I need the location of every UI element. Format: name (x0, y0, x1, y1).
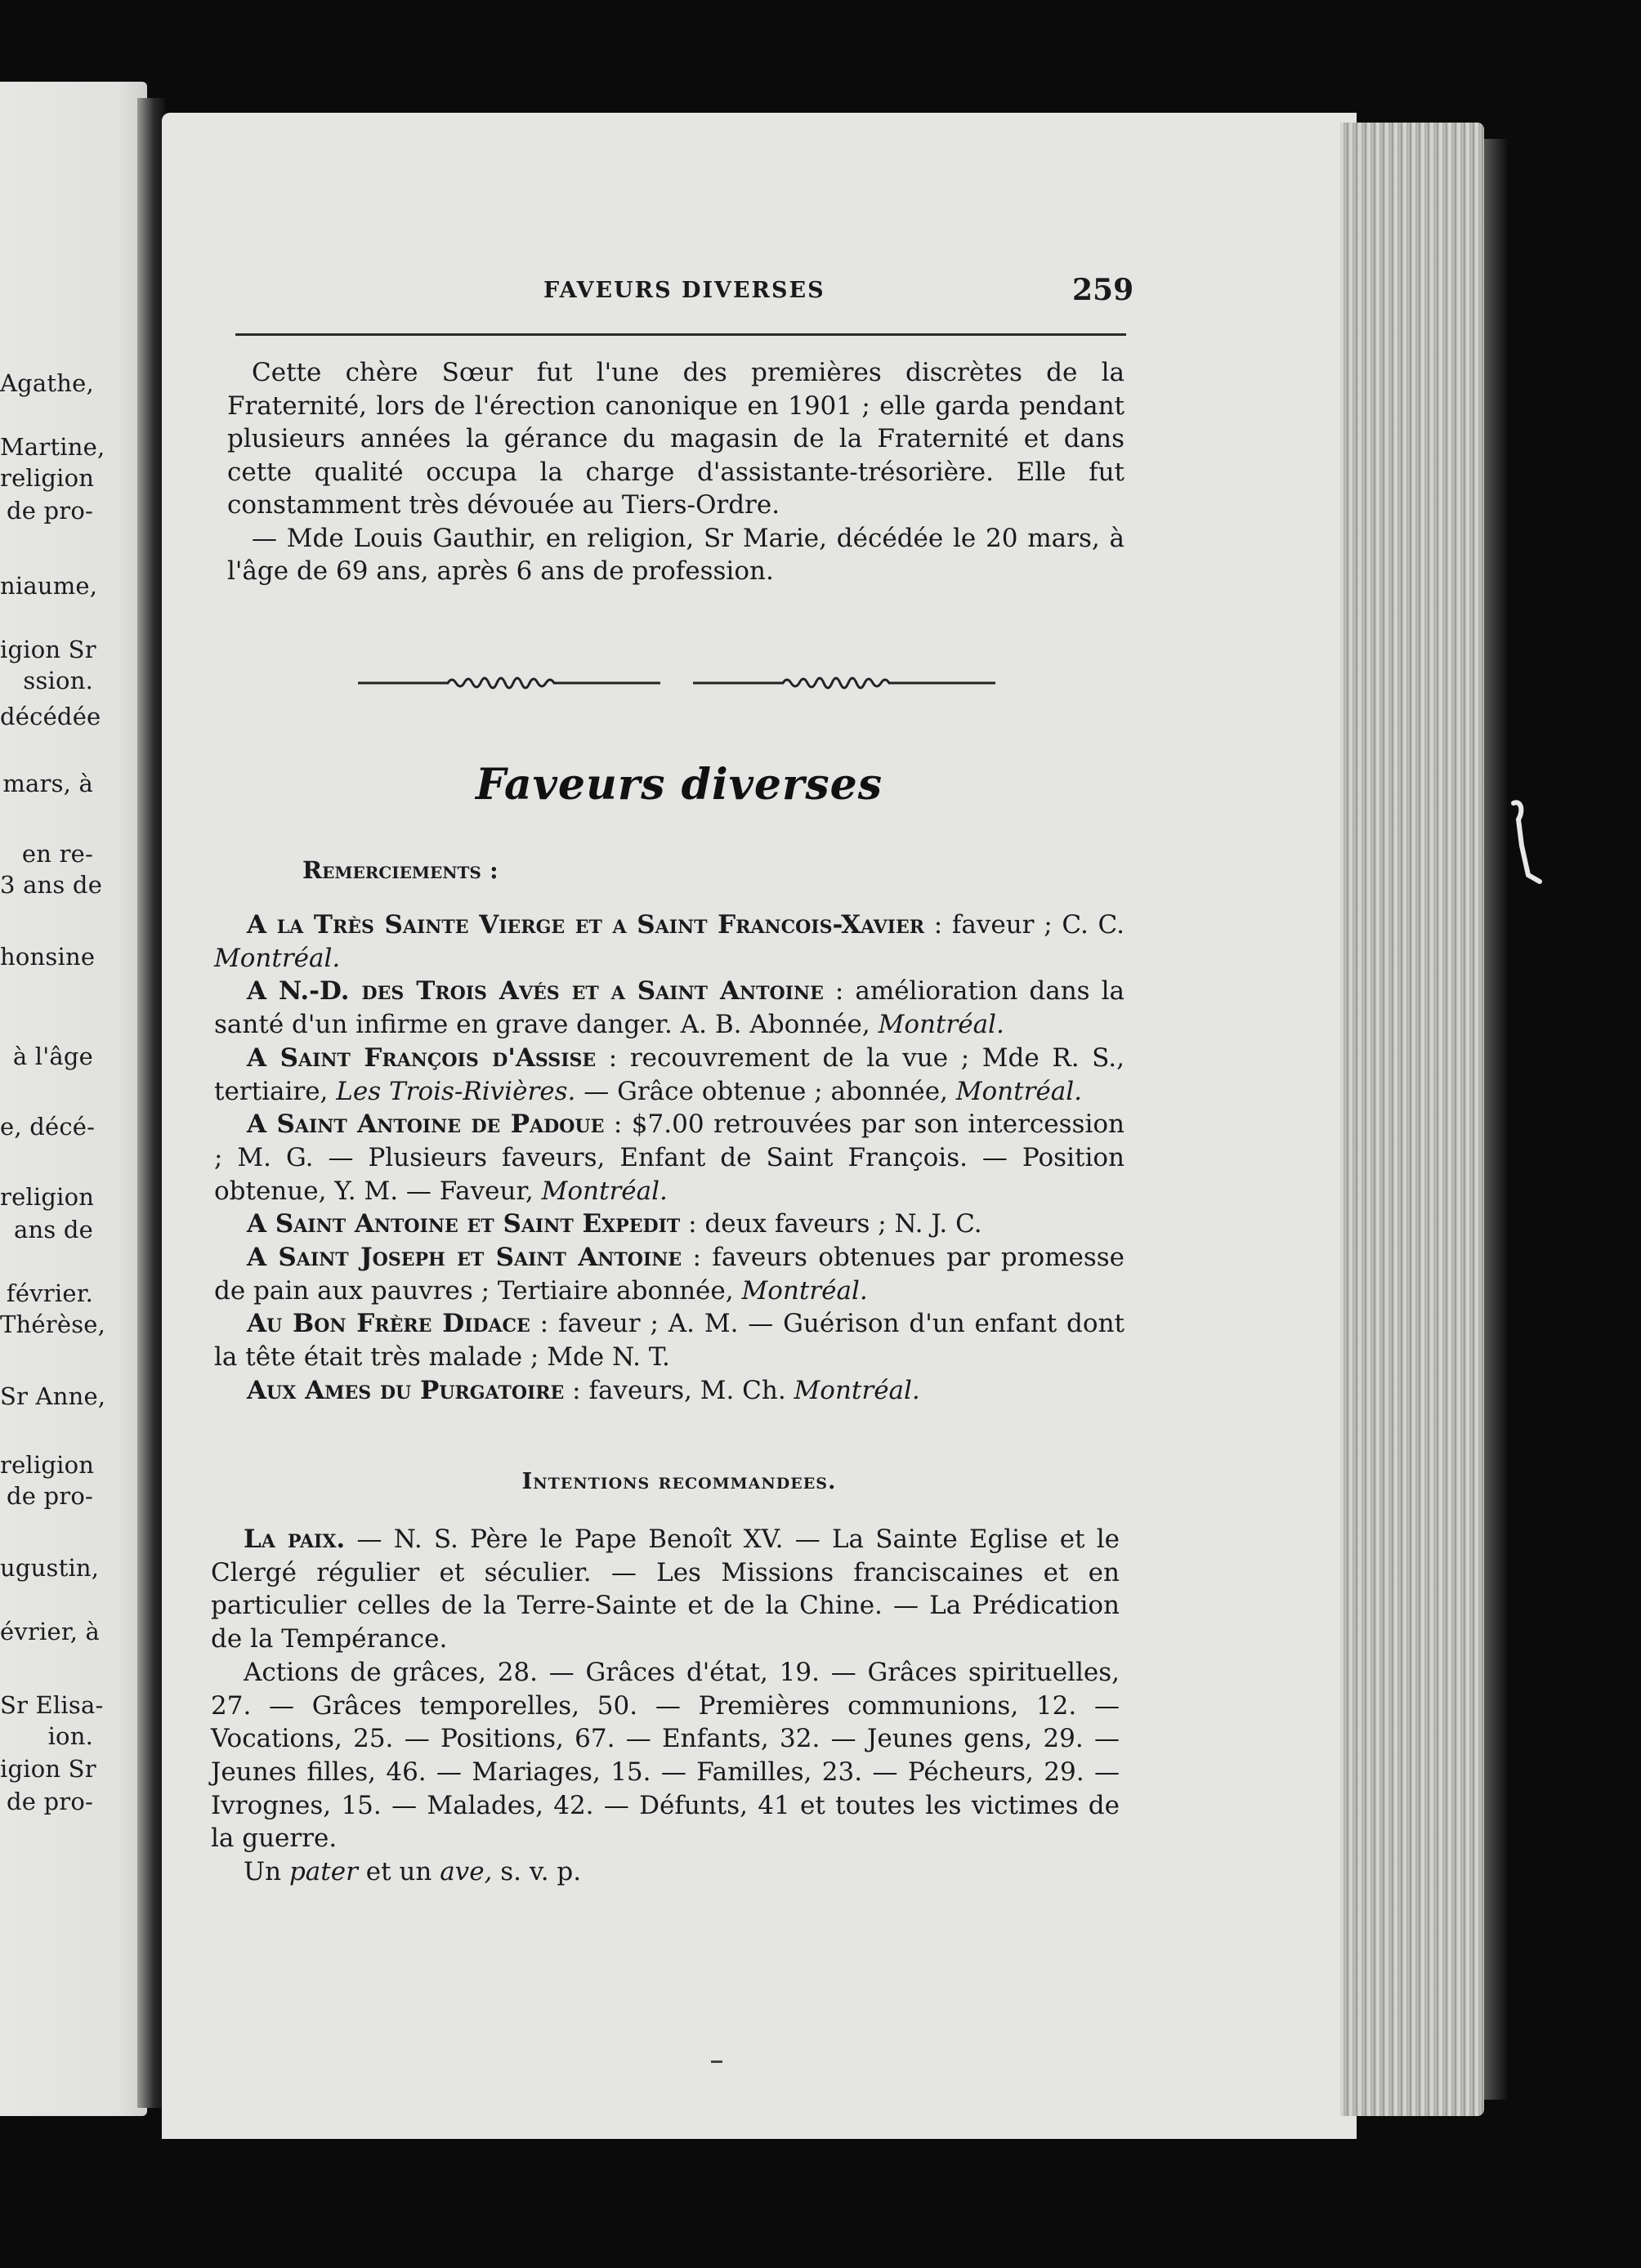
thanks-text: : faveurs obtenues par promesse de pain aux pauvres ; Tertiaire abonnée, (214, 1243, 1125, 1306)
thanks-item (214, 1374, 1125, 1408)
thanks-place: Montréal. (955, 1076, 1083, 1106)
previous-page-fragment: igion Sr (0, 636, 96, 663)
previous-page-fragment: igion Sr (0, 1755, 96, 1783)
previous-page-fragment: ion. (47, 1722, 93, 1750)
closing-ave: ave, (440, 1857, 493, 1887)
thanks-recipient: Au Bon Frère Didace (247, 1309, 530, 1339)
previous-page-fragment: honsine (0, 943, 96, 971)
thanks-recipient: A Saint Antoine et Saint Expedit (247, 1209, 681, 1239)
thanks-text: : amélioration dans la santé d'un infirme en grave danger. A. B. Abonnée, (214, 976, 1125, 1040)
thanks-place: Montréal. (541, 1176, 668, 1206)
thanks-text: : faveur ; A. M. — Guérison d'un enfant dont la tête était très malade ; Mde N. T. (214, 1309, 1125, 1373)
thanks-text: : $7.00 retrouvées par son intercession ; M. G. — Plusieurs faveurs, Enfant de Saint François. — Position obtenue, Y. M. — Faveur, (214, 1109, 1125, 1206)
thanks-recipient: A N.-D. des Trois Avés et a Saint Antoine (247, 976, 824, 1007)
previous-page-fragment: religion (0, 1451, 95, 1479)
page-number: 259 (1072, 273, 1134, 307)
thanks-text: — Grâce obtenue ; abonnée, (575, 1076, 956, 1106)
previous-page-fragment: ans de (14, 1216, 93, 1243)
previous-page-fragment: Sr Elisa- (0, 1691, 104, 1719)
thanks-item (214, 1108, 1125, 1208)
thanks-item (214, 1042, 1125, 1108)
remerciements-heading: Remerciements : (302, 856, 499, 884)
thanks-place: Les Trois-Rivières. (336, 1076, 576, 1106)
previous-page-fragment: Sr Anne, (0, 1382, 106, 1410)
thanks-recipient: A la Très Sainte Vierge et a Saint Francois-Xavier (247, 910, 925, 940)
previous-page-fragment: de pro- (6, 497, 93, 525)
previous-page-fragment: mars, à (2, 770, 93, 797)
thanks-text: : faveur ; C. C. (924, 910, 1125, 940)
previous-page-fragment: ugustin, (0, 1554, 100, 1582)
wavy-divider-ornament (350, 660, 1004, 701)
intentions-text (211, 1523, 1120, 1889)
thanks-text: : recouvrement de la vue ; Mde R. S., tertiaire, (214, 1042, 1125, 1106)
thanks-recipient: A Saint François d'Assise (247, 1042, 597, 1073)
previous-page-fragment: ssion. (23, 667, 93, 694)
previous-page-fragment: décédée (0, 703, 101, 730)
intro-paragraph-1: Cette chère Sœur fut l'une des premières discrètes de la Fraternité, lors de l'érection canonique en 1901 ; elle garda pendant plusieurs années la gérance du magasin de la Fraternité et dans cette qualité occupa la charge d'assistante-trésorière. Elle fut constamment très dévouée au Tiers-Ordre. (227, 358, 1125, 520)
thanks-place: Montréal. (794, 1375, 920, 1405)
intentions-lead: La paix. (244, 1525, 346, 1554)
intentions-paragraph-3 (211, 1855, 1120, 1889)
previous-page-fragment: à l'âge (12, 1042, 93, 1070)
thanks-recipient: A Saint Antoine de Padoue (247, 1109, 605, 1140)
thanks-text: : deux faveurs ; N. J. C. (680, 1209, 982, 1239)
thanks-place: Montréal. (741, 1275, 868, 1306)
intro-text (227, 356, 1125, 588)
header-rule (235, 333, 1126, 336)
page-edges-shadow (1484, 139, 1509, 2100)
intentions-paragraph-2: Actions de grâces, 28. — Grâces d'état, 19. — Grâces spirituelles, 27. — Grâces temporelles, 50. — Premières communions, 12. — Vocations, 25. — Positions, 67. — Enfants, 32. — Jeunes gens, 29. — Jeunes filles, 46. — Mariages, 15. — Familles, 23. — Pécheurs, 29. — Ivrognes, 15. — Malades, 42. — Défunts, 41 et toutes les victimes de la guerre. (211, 1657, 1120, 1854)
thanks-recipient: Aux Ames du Purgatoire (247, 1375, 565, 1405)
previous-page-fragment: Martine, (0, 433, 105, 461)
previous-page-fragment: 3 ans de (0, 871, 103, 899)
previous-page-fragment: religion (0, 464, 95, 492)
bottom-mark (711, 2060, 722, 2063)
thanks-place: Montréal. (214, 943, 341, 973)
thanks-item (214, 1208, 1125, 1241)
intentions-p1-text: — N. S. Père le Pape Benoît XV. — La Sainte Eglise et le Clergé régulier et séculier. — Les Missions franciscaines et en particulier celles de la Terre-Sainte et de la Chine. — La Prédication de la Tempérance. (211, 1525, 1120, 1654)
thanks-text: : faveurs, M. Ch. (564, 1375, 794, 1405)
running-head: FAVEURS DIVERSES (543, 278, 825, 303)
thanks-item (214, 909, 1125, 975)
previous-page-fragment: Agathe, (0, 369, 94, 397)
previous-page-fragment: niaume, (0, 572, 98, 600)
closing-text-c: s. v. p. (492, 1857, 582, 1887)
previous-page-fragment: religion (0, 1183, 95, 1211)
intentions-heading: Intentions recommandees. (521, 1469, 837, 1494)
previous-page-fragment: évrier, à (0, 1618, 101, 1645)
thanks-item (214, 1307, 1125, 1373)
closing-pater: pater (288, 1857, 358, 1887)
page-edges (1340, 123, 1484, 2116)
thanks-list (214, 909, 1125, 1408)
intro-paragraph-2: — Mde Louis Gauthir, en religion, Sr Marie, décédée le 20 mars, à l'âge de 69 ans, après 6 ans de profession. (227, 523, 1125, 586)
thanks-item (214, 1241, 1125, 1307)
previous-page-fragment: février. (6, 1279, 93, 1307)
closing-text-b: et un (357, 1857, 440, 1887)
previous-page-fragment: e, décé- (0, 1113, 96, 1141)
previous-page-fragment: de pro- (6, 1788, 93, 1815)
thanks-recipient: A Saint Joseph et Saint Antoine (247, 1243, 682, 1273)
thanks-place: Montréal. (878, 1010, 1004, 1040)
thanks-item (214, 975, 1125, 1041)
previous-page-fragment: en re- (21, 840, 93, 868)
section-title: Faveurs diverses (475, 760, 883, 810)
book-gutter (137, 98, 165, 2108)
closing-text-a: Un (244, 1857, 289, 1887)
clip-hook-icon (1504, 797, 1553, 886)
previous-page-fragment: Thérèse, (0, 1310, 106, 1338)
previous-page-fragment: de pro- (6, 1482, 93, 1510)
intentions-paragraph-1 (211, 1523, 1120, 1656)
